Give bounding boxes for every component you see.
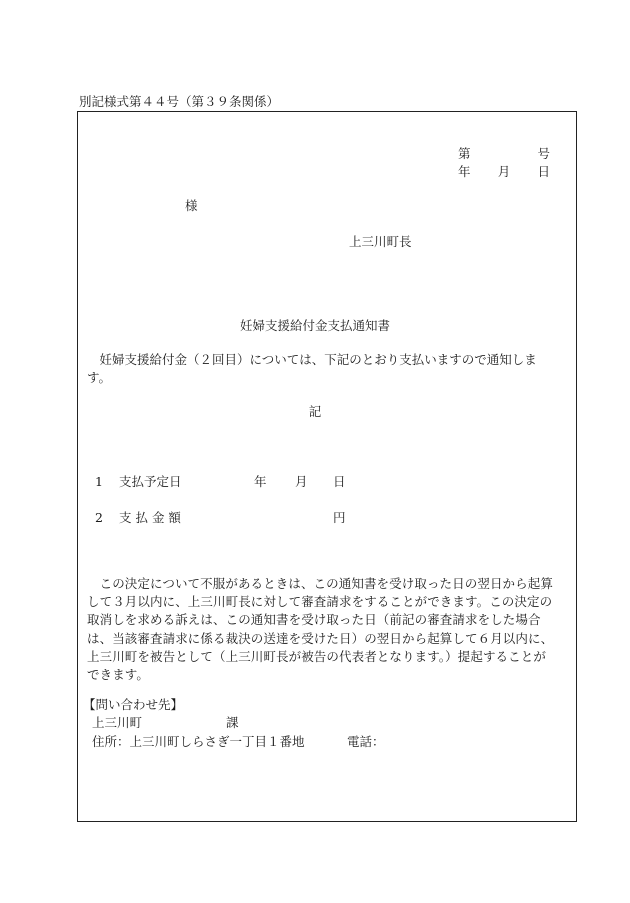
- form-frame: [77, 111, 577, 822]
- document-date: [458, 164, 550, 180]
- document-title: 妊婦支援給付金支払通知書: [239, 318, 390, 333]
- document-number: [458, 146, 550, 162]
- doc-date-month: 月: [497, 164, 511, 179]
- doc-date-year: 年: [458, 164, 471, 179]
- item-2-number: 2: [95, 510, 103, 525]
- item-1-month: 月: [295, 474, 308, 489]
- doc-date-day: 日: [537, 164, 550, 179]
- item-2-label: 支 払 金 額: [119, 510, 181, 525]
- intro-text: 妊婦支援給付金（２回目）については、下記のとおり支払いますので通知します。: [87, 352, 537, 385]
- contact-section: 課: [226, 715, 239, 730]
- item-1-number: 1: [95, 474, 103, 489]
- contact-heading: 【問い合わせ先】: [83, 697, 184, 712]
- doc-number-suffix: 号: [537, 146, 550, 161]
- addressee: 様: [185, 198, 198, 213]
- item-1-day: 日: [333, 474, 346, 489]
- form-label: 別記様式第４４号（第３９条関係）: [79, 94, 280, 109]
- doc-number-prefix: 第: [458, 146, 471, 161]
- item-1-label: 支払予定日: [119, 474, 182, 489]
- ki-marker: 記: [308, 404, 322, 419]
- item-2-unit: 円: [333, 510, 346, 525]
- notice-text: この決定について不服があるときは、この通知書を受け取った日の翌日から起算して３月以内に、上三川町長に対して審査請求をすることができます。この決定の取消しを求める訴えは、この通知書を受け取った日（前記の審査請求をした場合は、当該審査請求に係る裁決の送達を受けた日）の翌日から起算して６月以内に、上三川町を被告として（上三川町長が被告の代表者となります。）提起することができます。: [87, 576, 554, 683]
- contact-phone-label: 電話：: [347, 734, 385, 749]
- contact-town: 上三川町: [92, 715, 143, 730]
- sender: 上三川町長: [349, 234, 412, 249]
- contact-address: 住所：上三川町しらさぎ一丁目１番地: [92, 734, 305, 749]
- item-1-year: 年: [254, 474, 267, 489]
